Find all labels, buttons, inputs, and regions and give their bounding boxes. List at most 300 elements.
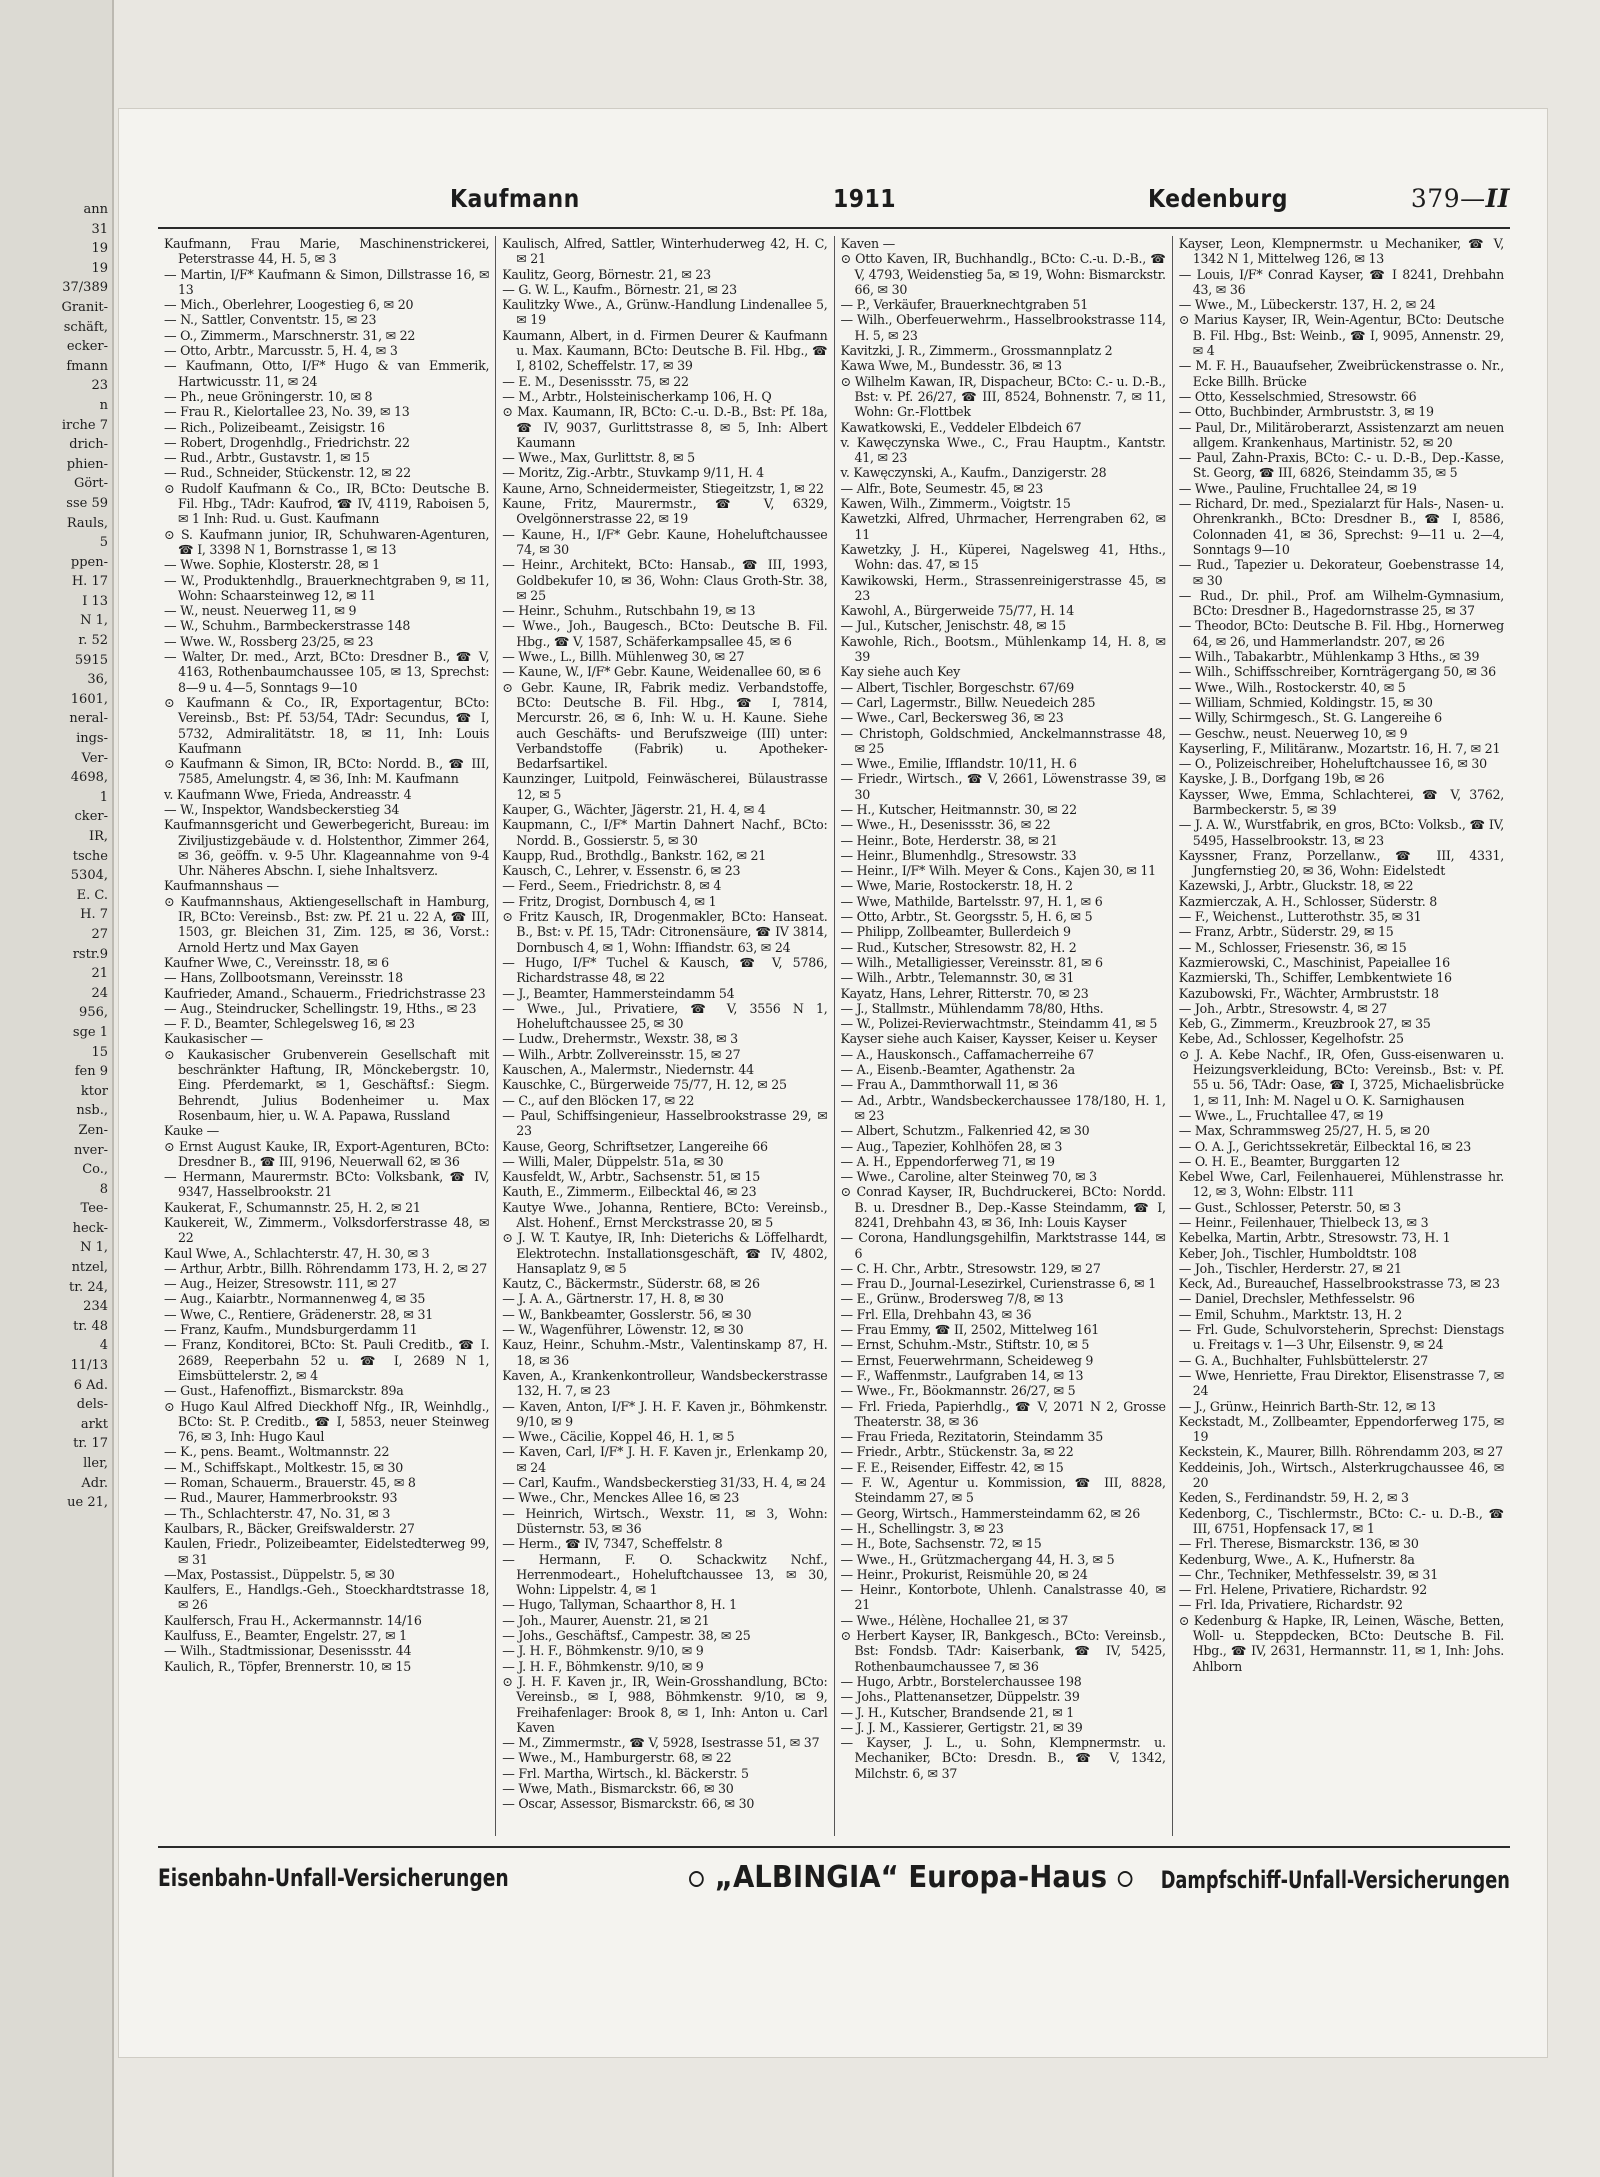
directory-entry: — Paul, Zahn-Praxis, BCto: C.- u. D.-B., Dep.-Kasse, St. Georg, ☎ III, 6826, Steindamm 35, ✉ 5 <box>1178 450 1504 481</box>
directory-entry: — Wwe, Math., Bismarckstr. 66, ✉ 30 <box>502 1780 734 1796</box>
directory-entry: — Aug., Steindrucker, Schellingstr. 19, Hths., ✉ 23 <box>164 1000 477 1016</box>
directory-entry: — H., Schellingstr. 3, ✉ 23 <box>840 1520 1004 1536</box>
directory-entry: — Rud., Kutscher, Stresowstr. 82, H. 2 <box>840 939 1077 955</box>
column-2 <box>496 236 834 1836</box>
directory-entry: Kautz, C., Bäckermstr., Süderstr. 68, ✉ 26 <box>502 1276 760 1292</box>
directory-entry: — Wilh., Arbtr. Zollvereinsstr. 15, ✉ 27 <box>502 1046 741 1062</box>
gutter-fragment: ue 21, <box>67 1495 108 1511</box>
gutter-fragment: H. 17 <box>71 574 108 590</box>
directory-entry: Kayserling, F., Militäranw., Mozartstr. 16, H. 7, ✉ 21 <box>1178 740 1501 756</box>
gutter-fragment: ann <box>83 202 108 217</box>
gutter-fragment: Gört- <box>73 476 108 492</box>
directory-entry: Kawen, Wilh., Zimmerm., Voigtstr. 15 <box>840 496 1071 512</box>
directory-entry: — Wwe., Fr., Böokmannstr. 26/27, ✉ 5 <box>840 1383 1076 1399</box>
gutter-fragment: 23 <box>91 378 108 394</box>
gutter-fragment: ecker- <box>66 339 108 355</box>
directory-entry: — Ph., neue Gröningerstr. 10, ✉ 8 <box>164 388 373 404</box>
directory-entry: — Wwe., M., Lübeckerstr. 137, H. 2, ✉ 24 <box>1178 297 1436 313</box>
directory-entry: — Frl. Gude, Schulvorsteherin, Sprechst: Dienstags u. Freitags v. 1—3 Uhr, Eilsenstr. 9, ✉ 24 <box>1178 1322 1504 1353</box>
directory-entry: —Max, Postassist., Düppelstr. 5, ✉ 30 <box>164 1566 395 1582</box>
directory-entry: — Wwe, Marie, Rostockerstr. 18, H. 2 <box>840 878 1073 894</box>
directory-entry: Kaulich, R., Töpfer, Brennerstr. 10, ✉ 15 <box>164 1658 412 1674</box>
directory-entry: — Wwe., Wilh., Rostockerstr. 40, ✉ 5 <box>1178 679 1406 695</box>
directory-entry: Kaupmann, C., I/F* Martin Dahnert Nachf., BCto: Nordd. B., Gossierstr. 5, ✉ 30 <box>502 817 828 848</box>
directory-entry: — Heinr., Bote, Herderstr. 38, ✉ 21 <box>840 832 1058 848</box>
directory-entry: ⊙ Herbert Kayser, IR, Bankgesch., BCto: Vereinsb., Bst: Fondsb. TAdr: Kaiserbank, ☎ IV, 5425, Rothenbaumchaussee 7, ✉ 36 <box>840 1628 1166 1674</box>
gutter-fragment: tr. 17 <box>73 1436 108 1452</box>
directory-entry: — Wwe, Henriette, Frau Direktor, Elisenstrasse 7, ✉ 24 <box>1178 1367 1504 1399</box>
directory-entry: — Johs., Plattenansetzer, Düppelstr. 39 <box>840 1689 1080 1705</box>
directory-entry: Kebe, Ad., Schlosser, Kegelhofstr. 25 <box>1178 1031 1404 1047</box>
directory-entry: — F. W., Agentur u. Kommission, ☎ III, 8828, Steindamm 27, ✉ 5 <box>840 1475 1166 1506</box>
gutter-fragment: arkt <box>80 1416 108 1432</box>
directory-entry: — Wilh., Oberfeuerwehrm., Hasselbrookstrasse 114, H. 5, ✉ 23 <box>840 312 1166 343</box>
directory-entry: — M., Zimmermstr., ☎ V, 5928, Isestrasse 51, ✉ 37 <box>502 1735 820 1751</box>
directory-entry: — Wwe., Cäcilie, Koppel 46, H. 1, ✉ 5 <box>502 1429 735 1445</box>
directory-entry: Kaufrieder, Amand., Schauerm., Friedrichstrasse 23 <box>164 985 486 1001</box>
directory-entry: — F. E., Reisender, Eiffestr. 42, ✉ 15 <box>840 1459 1064 1475</box>
directory-entry: — Gust., Schlosser, Peterstr. 50, ✉ 3 <box>1178 1199 1401 1215</box>
directory-entry: Keck, Ad., Bureauchef, Hasselbrookstrasse 73, ✉ 23 <box>1178 1276 1500 1292</box>
directory-entry: v. Kaufmann Wwe, Frieda, Andreasstr. 4 <box>164 786 412 802</box>
gutter-fragment: H. 7 <box>80 907 108 923</box>
directory-entry: — Otto, Arbtr., Marcusstr. 5, H. 4, ✉ 3 <box>164 343 398 359</box>
gutter-fragment: 4 <box>99 1338 108 1354</box>
directory-entry: Kaulitz, Georg, Börnestr. 21, ✉ 23 <box>502 266 711 282</box>
gutter-fragment: sse 59 <box>66 495 108 511</box>
directory-entry: — M., Arbtr., Holsteinischerkamp 106, H. Q <box>502 388 772 404</box>
gutter-fragment: 5304, <box>70 868 108 884</box>
directory-entry: — Daniel, Drechsler, Methfesselstr. 96 <box>1178 1291 1415 1307</box>
directory-entry: — Georg, Wirtsch., Hammersteindamm 62, ✉ 26 <box>840 1505 1141 1521</box>
gutter-fragment: schäft, <box>63 319 108 335</box>
page-number-value: 379— <box>1410 184 1486 213</box>
previous-page-edge <box>0 0 114 2177</box>
directory-entry: — Wwe., Carl, Beckersweg 36, ✉ 23 <box>840 710 1064 726</box>
directory-entry: — J. J. M., Kassierer, Gertigstr. 21, ✉ 39 <box>840 1719 1083 1735</box>
directory-entry: — Joh., Tischler, Herderstr. 27, ✉ 21 <box>1178 1260 1402 1276</box>
directory-entry: Kaulisch, Alfred, Sattler, Winterhuderweg 42, H. C, ✉ 21 <box>502 236 828 267</box>
directory-entry: — Chr., Techniker, Methfesselstr. 39, ✉ 31 <box>1178 1566 1438 1582</box>
directory-entry: — Fritz, Drogist, Dornbusch 4, ✉ 1 <box>502 893 717 909</box>
directory-entry: — Heinr., Kontorbote, Uhlenh. Canalstrasse 40, ✉ 21 <box>840 1582 1166 1613</box>
directory-entry: Kaven, A., Krankenkontrolleur, Wandsbeckerstrasse 132, H. 7, ✉ 23 <box>502 1367 828 1399</box>
directory-entry: Kauke — <box>164 1123 219 1139</box>
directory-entry: — Franz, Arbtr., Süderstr. 29, ✉ 15 <box>1178 924 1394 940</box>
gutter-fragment: ppen- <box>70 554 108 570</box>
directory-entry: — Herm., ☎ IV, 7347, Scheffelstr. 8 <box>502 1536 723 1552</box>
directory-entry: Keckstadt, M., Zollbeamter, Eppendorferweg 175, ✉ 19 <box>1178 1413 1504 1445</box>
gutter-fragment: 19 <box>91 260 108 276</box>
directory-entry: — Wwe., Hélène, Hochallee 21, ✉ 37 <box>840 1612 1069 1628</box>
directory-entry: Kazmierczak, A. H., Schlosser, Süderstr. 8 <box>1178 893 1438 909</box>
gutter-fragment: ller, <box>83 1456 108 1471</box>
directory-entry: — Otto, Buchbinder, Armbruststr. 3, ✉ 19 <box>1178 404 1434 420</box>
directory-columns <box>158 236 1510 1836</box>
directory-entry: — Kaven, Anton, I/F* J. H. F. Kaven jr., Böhmkenstr. 9/10, ✉ 9 <box>502 1398 828 1429</box>
directory-entry: Kayske, J. B., Dorfgang 19b, ✉ 26 <box>1178 771 1385 787</box>
directory-entry: — Rud., Arbtr., Gustavstr. 1, ✉ 15 <box>164 450 370 466</box>
directory-entry: — M. F. H., Bauaufseher, Zweibrückenstrasse o. Nr., Ecke Billh. Brücke <box>1178 358 1504 389</box>
gutter-fragment: 4698, <box>70 770 108 786</box>
directory-entry: — J. H. F., Böhmkenstr. 9/10, ✉ 9 <box>502 1658 704 1674</box>
directory-entry: — Christoph, Goldschmied, Anckelmannstrasse 48, ✉ 25 <box>840 725 1166 756</box>
page-number <box>1411 184 1510 213</box>
directory-entry: — Kayser, J. L., u. Sohn, Klempnermstr. u. Mechaniker, BCto: Dresdn. B., ☎ V, 1342, Milchstr. 6, ✉ 37 <box>840 1735 1166 1781</box>
directory-entry: — Robert, Drogenhdlg., Friedrichstr. 22 <box>164 434 410 450</box>
directory-entry: — Oscar, Assessor, Bismarckstr. 66, ✉ 30 <box>502 1796 755 1812</box>
footer-right-text: Dampfschiff-Unfall-Versicherungen <box>1160 1866 1510 1894</box>
directory-entry: Kaune, Arno, Schneidermeister, Stiegeitzstr, 1, ✉ 22 <box>502 480 824 496</box>
directory-entry: Kaune, Fritz, Maurermstr., ☎ V, 6329, Ovelgönnerstrasse 22, ✉ 19 <box>502 496 828 527</box>
gutter-fragment: Tee- <box>80 1201 108 1217</box>
gutter-fragment: E. C. <box>76 887 108 903</box>
directory-entry: Kayser siehe auch Kaiser, Kaysser, Keiser u. Keyser <box>840 1031 1157 1047</box>
directory-entry: — Frau Frieda, Rezitatorin, Steindamm 35 <box>840 1429 1104 1445</box>
directory-entry: Kawatkowski, E., Veddeler Elbdeich 67 <box>840 419 1082 435</box>
directory-entry: — Gust., Hafenoffizt., Bismarckstr. 89a <box>164 1383 404 1399</box>
gutter-fragment: ntzel, <box>71 1260 108 1276</box>
directory-entry: ⊙ J. W. T. Kautye, IR, Inh: Dieterichs & Löffelhardt, Elektrotechn. Installationsgeschäft, ☎ IV, 4802, Hansaplatz 9, ✉ 5 <box>502 1230 828 1276</box>
directory-entry: — Wilh., Arbtr., Telemannstr. 30, ✉ 31 <box>840 970 1075 986</box>
directory-entry: — Hermann, Maurermstr. BCto: Volksbank, ☎ IV, 9347, Hasselbrookstr. 21 <box>164 1169 490 1200</box>
directory-entry: — Heinr., Blumenhdlg., Stresowstr. 33 <box>840 847 1077 863</box>
directory-entry: — Joh., Arbtr., Stresowstr. 4, ✉ 27 <box>1178 1000 1387 1016</box>
directory-entry: — Louis, I/F* Conrad Kayser, ☎ I 8241, Drehbahn 43, ✉ 36 <box>1178 266 1504 297</box>
gutter-fragment: 8 <box>99 1181 108 1197</box>
directory-entry: — W., Polizei-Revierwachtmstr., Steindamm 41, ✉ 5 <box>840 1016 1158 1032</box>
directory-entry: — Heinr., Architekt, BCto: Hansab., ☎ III, 1993, Goldbekufer 10, ✉ 36, Wohn: Claus Groth-Str. 38, ✉ 25 <box>502 557 828 603</box>
directory-entry: — Ferd., Seem., Friedrichstr. 8, ✉ 4 <box>502 878 722 894</box>
gutter-fragment: 19 <box>91 241 108 257</box>
gutter-fragment: 6 Ad. <box>73 1377 108 1393</box>
directory-entry: — J. H., Kutscher, Brandsende 21, ✉ 1 <box>840 1704 1075 1720</box>
directory-entry: Kauschke, C., Bürgerweide 75/77, H. 12, ✉ 25 <box>502 1077 787 1093</box>
directory-entry: — A. H., Eppendorferweg 71, ✉ 19 <box>840 1153 1055 1169</box>
directory-entry: ⊙ J. A. Kebe Nachf., IR, Ofen, Guss-eisenwaren u. Heizungsverkleidung, BCto: Vereinsb., Bst: v. Pf. 55 u. 56, TAdr: Oase, ☎ I, 3725, Michaelisbrücke 1, ✉ 11, Inh: M. Nagel u O. K. Sarnighausen <box>1178 1046 1504 1108</box>
directory-entry: — Wwe., Jul., Privatiere, ☎ V, 3556 N 1, Hoheluftchaussee 25, ✉ 30 <box>502 1000 828 1032</box>
gutter-fragment: n <box>99 397 108 413</box>
directory-entry: — Heinrich, Wirtsch., Wexstr. 11, ✉ 3, Wohn: Düsternstr. 53, ✉ 36 <box>502 1505 828 1536</box>
directory-entry: Kaulitzky Wwe., A., Grünw.-Handlung Lindenallee 5, ✉ 19 <box>502 297 828 328</box>
directory-entry: — W., Schuhm., Barmbeckerstrasse 148 <box>164 618 411 634</box>
directory-entry: ⊙ Max. Kaumann, IR, BCto: C.-u. D.-B., Bst: Pf. 18a, ☎ IV, 9037, Gurlittstrasse 8, ✉ 5, Inh: Albert Kaumann <box>502 404 828 450</box>
directory-entry: Kaysser, Wwe, Emma, Schlachterei, ☎ V, 3762, Barmbeckerstr. 5, ✉ 39 <box>1178 786 1504 817</box>
directory-entry: — G. W. L., Kaufm., Börnestr. 21, ✉ 23 <box>502 281 737 297</box>
directory-entry: — N., Sattler, Conventstr. 15, ✉ 23 <box>164 312 377 328</box>
directory-entry: — Hugo, I/F* Tuchel & Kausch, ☎ V, 5786, Richardstrasse 48, ✉ 22 <box>502 954 828 986</box>
directory-page <box>118 108 1548 2058</box>
directory-entry: Kauz, Heinr., Schuhm.-Mstr., Valentinskamp 87, H. 18, ✉ 36 <box>502 1337 828 1368</box>
directory-entry: — J., Grünw., Heinrich Barth-Str. 12, ✉ 13 <box>1178 1398 1436 1414</box>
directory-entry: Kavitzki, J. R., Zimmerm., Grossmannplatz 2 <box>840 343 1113 359</box>
directory-entry: — Otto, Arbtr., St. Georgsstr. 5, H. 6, ✉ 5 <box>840 909 1093 925</box>
directory-entry: — Albert, Tischler, Borgeschstr. 67/69 <box>840 679 1074 695</box>
directory-entry: — G. A., Buchhalter, Fuhlsbüttelerstr. 27 <box>1178 1352 1429 1368</box>
directory-entry: ⊙ Marius Kayser, IR, Wein-Agentur, BCto: Deutsche B. Fil. Hbg., Bst: Weinb., ☎ I, 9095, Annenstr. 29, ✉ 4 <box>1178 312 1504 359</box>
gutter-fragment: nver- <box>73 1142 108 1158</box>
directory-entry: — William, Schmied, Koldingstr. 15, ✉ 30 <box>1178 694 1433 710</box>
directory-entry: — Frl. Frieda, Papierhdlg., ☎ V, 2071 N 2, Grosse Theaterstr. 38, ✉ 36 <box>840 1398 1166 1429</box>
gutter-fragment: 1 <box>99 789 108 805</box>
gutter-fragment: 5915 <box>74 652 108 668</box>
column-3 <box>835 236 1173 1836</box>
gutter-fragment: Adr. <box>81 1475 108 1491</box>
directory-entry: Kawetzki, Alfred, Uhrmacher, Herrengraben 62, ✉ 11 <box>840 511 1166 542</box>
directory-entry: — Wwe., L., Fruchtallee 47, ✉ 19 <box>1178 1107 1384 1123</box>
directory-entry: — Wwe., Emilie, Ifflandstr. 10/11, H. 6 <box>840 756 1077 772</box>
gutter-fragment: 21 <box>91 966 108 982</box>
gutter-fragment: 234 <box>83 1299 108 1315</box>
directory-entry: ⊙ S. Kaufmann junior, IR, Schuhwaren-Agenturen, ☎ I, 3398 N 1, Bornstrasse 1, ✉ 13 <box>164 526 490 557</box>
header-year: 1911 <box>833 184 897 213</box>
directory-entry: Kause, Georg, Schriftsetzer, Langereihe 66 <box>502 1138 768 1154</box>
directory-entry: — Wwe., L., Billh. Mühlenweg 30, ✉ 27 <box>502 649 745 665</box>
directory-entry: — Hans, Zollbootsmann, Vereinsstr. 18 <box>164 970 403 986</box>
directory-entry: — W., Produktenhdlg., Brauerknechtgraben 9, ✉ 11, Wohn: Schaarsteinweg 12, ✉ 11 <box>164 572 490 603</box>
gutter-fragment: tr. 48 <box>73 1318 108 1334</box>
gutter-fragment: cker- <box>74 809 108 825</box>
directory-entry: Kauth, E., Zimmerm., Eilbecktal 46, ✉ 23 <box>502 1184 757 1200</box>
directory-entry: Kaven — <box>840 236 895 251</box>
directory-entry: Kawetzky, J. H., Küperei, Nagelsweg 41, Hths., Wohn: das. 47, ✉ 15 <box>840 541 1166 573</box>
directory-entry: Kaufmann, Frau Marie, Maschinenstrickerei, Peterstrasse 44, H. 5, ✉ 3 <box>164 236 490 267</box>
directory-entry: — W., Wagenführer, Löwenstr. 12, ✉ 30 <box>502 1322 744 1338</box>
directory-entry: — Emil, Schuhm., Marktstr. 13, H. 2 <box>1178 1306 1403 1322</box>
directory-entry: — Wilh., Tabakarbtr., Mühlenkamp 3 Hths., ✉ 39 <box>1178 649 1480 665</box>
gutter-fragment: 15 <box>91 1044 108 1060</box>
directory-entry: — Kaune, W., I/F* Gebr. Kaune, Weidenallee 60, ✉ 6 <box>502 664 821 680</box>
directory-entry: ⊙ Kaufmann & Co., IR, Exportagentur, BCto: Vereinsb., Bst: Pf. 53/54, TAdr: Secundus, ☎ I, 5732, Admiralitätstr. 18, ✉ 11, Inh: Louis Kaufmann <box>164 694 490 756</box>
directory-entry: Kaukereit, W., Zimmerm., Volksdorferstrasse 48, ✉ 22 <box>164 1215 490 1246</box>
gutter-fragment: tsche <box>72 848 108 864</box>
directory-entry: — Paul, Schiffsingenieur, Hasselbrookstrasse 29, ✉ 23 <box>502 1107 828 1139</box>
gutter-fragment: rstr.9 <box>72 946 108 962</box>
gutter-fragment: 24 <box>91 985 108 1001</box>
directory-entry: — Th., Schlachterstr. 47, No. 31, ✉ 3 <box>164 1505 391 1521</box>
directory-entry: — F. D., Beamter, Schlegelsweg 16, ✉ 23 <box>164 1016 415 1032</box>
directory-entry: — Ernst, Feuerwehrmann, Scheideweg 9 <box>840 1352 1094 1368</box>
gutter-fragment: 27 <box>91 926 108 942</box>
directory-entry: — Frl. Martha, Wirtsch., kl. Bäckerstr. 5 <box>502 1765 749 1781</box>
column-1 <box>158 236 496 1836</box>
directory-entry: Kebel Wwe, Carl, Feilenhauerei, Mühlenstrasse hr. 12, ✉ 3, Wohn: Elbstr. 111 <box>1178 1169 1504 1200</box>
directory-entry: Kaukasischer — <box>164 1031 263 1047</box>
directory-entry: — Franz, Kaufm., Mundsburgerdamm 11 <box>164 1322 418 1338</box>
directory-entry: ⊙ Conrad Kayser, IR, Buchdruckerei, BCto: Nordd. B. u. Dresdner B., Dep.-Kasse Steindamm, ☎ I, 8241, Drehbahn 43, ✉ 36, Inh: Louis Kayser <box>840 1184 1166 1230</box>
directory-entry: Kaul Wwe, A., Schlachterstr. 47, H. 30, ✉ 3 <box>164 1245 430 1261</box>
directory-entry: Kaufmannshaus — <box>164 878 279 894</box>
gutter-fragments <box>62 200 109 1513</box>
directory-entry: — Johs., Geschäftsf., Campestr. 38, ✉ 25 <box>502 1628 751 1644</box>
directory-entry: Keden, S., Ferdinandstr. 59, H. 2, ✉ 3 <box>1178 1490 1409 1506</box>
directory-entry: — J., Stallmstr., Mühlendamm 78/80, Hths. <box>840 1000 1104 1016</box>
directory-entry: — Frau R., Kielortallee 23, No. 39, ✉ 13 <box>164 404 410 420</box>
directory-entry: Keber, Joh., Tischler, Humboldtstr. 108 <box>1178 1245 1417 1261</box>
directory-entry: — Jul., Kutscher, Jenischstr. 48, ✉ 15 <box>840 618 1066 634</box>
directory-entry: — Carl, Kaufm., Wandsbeckerstieg 31/33, H. 4, ✉ 24 <box>502 1475 826 1491</box>
directory-entry: — O., Polizeischreiber, Hoheluftchaussee 16, ✉ 30 <box>1178 756 1487 772</box>
directory-entry: — A., Hauskonsch., Caffamacherreihe 67 <box>840 1046 1094 1062</box>
directory-entry: — Heinr., Schuhm., Rutschbahn 19, ✉ 13 <box>502 603 756 619</box>
footer-center <box>678 1860 1144 1895</box>
gutter-fragment: IR, <box>88 829 108 844</box>
directory-entry: Kaunzinger, Luitpold, Feinwäscherei, Bülaustrasse 12, ✉ 5 <box>502 771 828 802</box>
directory-entry: — J. A. A., Gärtnerstr. 17, H. 8, ✉ 30 <box>502 1291 724 1307</box>
directory-entry: — Wilh., Schiffsschreiber, Kornträgergang 50, ✉ 36 <box>1178 664 1496 680</box>
directory-entry: — Martin, I/F* Kaufmann & Simon, Dillstrasse 16, ✉ 13 <box>164 266 490 297</box>
directory-entry: — H., Kutscher, Heitmannstr. 30, ✉ 22 <box>840 801 1077 817</box>
gutter-fragment: Granit- <box>61 299 108 315</box>
circle-ornament-icon <box>689 1871 704 1887</box>
directory-entry: — Wwe., Chr., Menckes Allee 16, ✉ 23 <box>502 1490 740 1506</box>
gutter-fragment: 37/389 <box>62 280 108 296</box>
directory-entry: Kaulbars, R., Bäcker, Greifswalderstr. 27 <box>164 1520 415 1536</box>
directory-entry: Kawikowski, Herm., Strassenreinigerstrasse 45, ✉ 23 <box>840 572 1166 603</box>
directory-entry: ⊙ J. H. F. Kaven jr., IR, Wein-Grosshandlung, BCto: Vereinsb., ✉ I, 988, Böhmkenstr. 9/10, ✉ 9, Freihafenlager: Brook 8, ✉ 1, Inh: Anton u. Carl Kaven <box>502 1673 828 1735</box>
gutter-fragment: N 1, <box>80 613 108 629</box>
directory-entry: — W., Inspektor, Wandsbeckerstieg 34 <box>164 801 400 817</box>
directory-entry: Kawohle, Rich., Bootsm., Mühlenkamp 14, H. 8, ✉ 39 <box>840 633 1166 665</box>
directory-entry: Kaulen, Friedr., Polizeibeamter, Eidelstedterweg 99, ✉ 31 <box>164 1536 490 1567</box>
directory-entry: — Willy, Schirmgesch., St. G. Langereihe 6 <box>1178 710 1442 726</box>
directory-entry: — Wwe., Caroline, alter Steinweg 70, ✉ 3 <box>840 1169 1097 1185</box>
directory-entry: ⊙ Fritz Kausch, IR, Drogenmakler, BCto: Hanseat. B., Bst: v. Pf. 15, TAdr: Citronensäure, ☎ IV 3814, Dornbusch 4, ✉ 1, Wohn: Iffiandstr. 63, ✉ 24 <box>502 909 828 955</box>
directory-entry: — Philipp, Zollbeamter, Bullerdeich 9 <box>840 924 1071 940</box>
directory-entry: — Wilh., Metalligiesser, Vereinsstr. 81, ✉ 6 <box>840 954 1103 970</box>
gutter-fragment: fen 9 <box>74 1064 108 1080</box>
directory-entry: Kausfeldt, W., Arbtr., Sachsenstr. 51, ✉ 15 <box>502 1169 761 1185</box>
directory-entry: — J., Beamter, Hammersteindamm 54 <box>502 985 735 1001</box>
directory-entry: Kawa Wwe, M., Bundesstr. 36, ✉ 13 <box>840 358 1062 374</box>
directory-entry: — M., Schlosser, Friesenstr. 36, ✉ 15 <box>1178 939 1407 955</box>
directory-entry: Kazmierowski, C., Maschinist, Papeiallee 16 <box>1178 954 1450 970</box>
gutter-fragment: dels- <box>76 1397 108 1413</box>
directory-entry: — Willi, Maler, Düppelstr. 51a, ✉ 30 <box>502 1153 724 1169</box>
directory-entry: ⊙ Otto Kaven, IR, Buchhandlg., BCto: C.-u. D.-B., ☎ V, 4793, Weidenstieg 5a, ✉ 19, Wohn: Bismarckstr. 66, ✉ 30 <box>840 251 1166 297</box>
directory-entry: — Max, Schrammsweg 25/27, H. 5, ✉ 20 <box>1178 1123 1430 1139</box>
directory-entry: — W., Bankbeamter, Gosslerstr. 56, ✉ 30 <box>502 1306 752 1322</box>
footer-left-text: Eisenbahn-Unfall-Versicherungen <box>158 1864 509 1892</box>
gutter-fragment: 1601, <box>70 691 108 707</box>
directory-entry: — J. H. F., Böhmkenstr. 9/10, ✉ 9 <box>502 1643 704 1659</box>
directory-entry: — Ernst, Schuhm.-Mstr., Stiftstr. 10, ✉ 5 <box>840 1337 1090 1353</box>
directory-entry: Kazubowski, Fr., Wächter, Armbruststr. 18 <box>1178 985 1439 1001</box>
gutter-fragment: Rauls, <box>66 515 108 531</box>
gutter-fragment: 31 <box>91 221 108 237</box>
directory-entry: — Wwe. W., Rossberg 23/25, ✉ 23 <box>164 633 374 649</box>
gutter-fragment: N 1, <box>80 1240 108 1256</box>
directory-entry: — C., auf den Blöcken 17, ✉ 22 <box>502 1092 695 1108</box>
gutter-fragment: heck- <box>72 1220 108 1236</box>
directory-entry: — Aug., Kaiarbtr., Normannenweg 4, ✉ 35 <box>164 1291 426 1307</box>
directory-entry: — Frau A., Dammthorwall 11, ✉ 36 <box>840 1077 1058 1093</box>
directory-entry: Kaumann, Albert, in d. Firmen Deurer & Kaufmann u. Max. Kaumann, BCto: Deutsche B. Fil. Hbg., ☎ I, 8102, Scheffelstr. 17, ✉ 39 <box>502 327 828 374</box>
directory-entry: — Ludw., Drehermstr., Wexstr. 38, ✉ 3 <box>502 1031 738 1047</box>
directory-entry: — Frl. Ida, Privatiere, Richardstr. 92 <box>1178 1597 1403 1613</box>
directory-entry: — Wwe, C., Rentiere, Grädenerstr. 28, ✉ 31 <box>164 1306 434 1322</box>
directory-entry: ⊙ Hugo Kaul Alfred Dieckhoff Nfg., IR, Weinhdlg., BCto: St. P. Creditb., ☎ I, 5853, neuer Steinweg 76, ✉ 3, Inh: Hugo Kaul <box>164 1398 490 1445</box>
directory-entry: — Frl. Helene, Privatiere, Richardstr. 92 <box>1178 1582 1427 1598</box>
directory-entry: — M., Schiffskapt., Moltkestr. 15, ✉ 30 <box>164 1459 404 1475</box>
directory-entry: — Heinr., I/F* Wilh. Meyer & Cons., Kajen 30, ✉ 11 <box>840 863 1156 879</box>
directory-entry: — Rud., Dr. phil., Prof. am Wilhelm-Gymnasium, BCto: Dresdner B., Hagedornstrasse 25, ✉ 37 <box>1178 587 1504 619</box>
gutter-fragment: nsb., <box>76 1103 108 1119</box>
header-rule <box>158 227 1510 229</box>
directory-entry: — Arthur, Arbtr., Billh. Röhrendamm 173, H. 2, ✉ 27 <box>164 1260 488 1276</box>
directory-entry: Kausch, C., Lehrer, v. Essenstr. 6, ✉ 23 <box>502 863 741 879</box>
directory-entry: Kaulfersch, Frau H., Ackermannstr. 14/16 <box>164 1612 422 1628</box>
directory-entry: ⊙ Kedenburg & Hapke, IR, Leinen, Wäsche, Betten, Woll- u. Steppdecken, BCto: Deutsche B. Fil. Hbg., ☎ IV, 2631, Hermannstr. 11, ✉ 1, Inh: Johs. Ahlborn <box>1178 1612 1504 1674</box>
directory-entry: — F., Weichenst., Lutterothstr. 35, ✉ 31 <box>1178 909 1422 925</box>
directory-entry: — Frau D., Journal-Lesezirkel, Curienstrasse 6, ✉ 1 <box>840 1276 1156 1292</box>
directory-entry: — P., Verkäufer, Brauerknechtgraben 51 <box>840 297 1088 313</box>
gutter-fragment: 956, <box>79 1005 108 1021</box>
gutter-fragment: 36, <box>87 672 108 688</box>
directory-entry: v. Kawęczynski, A., Kaufm., Danzigerstr. 28 <box>840 465 1107 481</box>
directory-entry: — Wwe., Max, Gurlittstr. 8, ✉ 5 <box>502 450 695 466</box>
directory-entry: — Corona, Handlungsgehilfin, Marktstrasse 144, ✉ 6 <box>840 1230 1166 1261</box>
footer-rule <box>158 1846 1510 1848</box>
advertisement-footer <box>158 1860 1510 1908</box>
page-header <box>158 184 1510 224</box>
directory-entry: — Kaune, H., I/F* Gebr. Kaune, Hoheluftchaussee 74, ✉ 30 <box>502 526 828 557</box>
directory-entry: — Friedr., Wirtsch., ☎ V, 2661, Löwenstrasse 39, ✉ 30 <box>840 771 1166 802</box>
gutter-fragment: I 13 <box>82 593 108 609</box>
directory-entry: Kauper, G., Wächter, Jägerstr. 21, H. 4, ✉ 4 <box>502 801 766 817</box>
directory-entry: — Otto, Kesselschmied, Stresowstr. 66 <box>1178 388 1417 404</box>
header-first-entry: Kaufmann <box>450 184 580 213</box>
gutter-fragment: r. 52 <box>78 633 108 649</box>
directory-entry: — Aug., Tapezier, Kohlhöfen 28, ✉ 3 <box>840 1138 1063 1154</box>
directory-entry: Kayssner, Franz, Porzellanw., ☎ III, 4331, Jungfernstieg 20, ✉ 36, Wohn: Eidelstedt <box>1178 847 1504 879</box>
directory-entry: — Frau Emmy, ☎ II, 2502, Mittelweg 161 <box>840 1322 1100 1338</box>
directory-entry: — Wwe., H., Grützmachergang 44, H. 3, ✉ 5 <box>840 1551 1115 1567</box>
directory-entry: — Wwe., H., Desenissstr. 36, ✉ 22 <box>840 817 1051 833</box>
gutter-fragment: irche 7 <box>61 417 108 433</box>
directory-entry: — Mich., Oberlehrer, Loogestieg 6, ✉ 20 <box>164 297 414 313</box>
page-number-section: II <box>1485 184 1510 213</box>
gutter-fragment: 11/13 <box>70 1358 108 1374</box>
directory-entry: — Franz, Konditorei, BCto: St. Pauli Creditb., ☎ I. 2689, Reeperbahn 52 u. ☎ I, 2689 N 1, Eimsbüttelerstr. 2, ✉ 4 <box>164 1337 490 1383</box>
directory-entry: — Alfr., Bote, Seumestr. 45, ✉ 23 <box>840 480 1043 496</box>
directory-entry: — Wwe. Sophie, Klosterstr. 28, ✉ 1 <box>164 557 380 573</box>
directory-entry: — J. A. W., Wurstfabrik, en gros, BCto: Volksb., ☎ IV, 5495, Hasselbrookstr. 13, ✉ 23 <box>1178 817 1504 848</box>
directory-entry: — F., Waffenmstr., Laufgraben 14, ✉ 13 <box>840 1367 1084 1383</box>
directory-entry: Kaukerat, F., Schumannstr. 25, H. 2, ✉ 21 <box>164 1199 421 1215</box>
directory-entry: ⊙ Kaufmann & Simon, IR, BCto: Nordd. B., ☎ III, 7585, Amelungstr. 4, ✉ 36, Inh: M. Kaufmann <box>164 756 490 787</box>
directory-entry: ⊙ Rudolf Kaufmann & Co., IR, BCto: Deutsche B. Fil. Hbg., TAdr: Kaufrod, ☎ IV, 4119, Raboisen 5, ✉ 1 Inh: Rud. u. Gust. Kaufmann <box>164 480 490 527</box>
directory-entry: — Rud., Schneider, Stückenstr. 12, ✉ 22 <box>164 465 411 481</box>
directory-entry: — Paul, Dr., Militäroberarzt, Assistenzarzt am neuen allgem. Krankenhaus, Martinistr. 52, ✉ 20 <box>1178 419 1504 450</box>
directory-entry: — Hugo, Arbtr., Borstelerchaussee 198 <box>840 1673 1082 1689</box>
directory-entry: Kaulfers, E., Handlgs.-Geh., Stoeckhardtstrasse 18, ✉ 26 <box>164 1582 490 1613</box>
directory-entry: — Roman, Schauerm., Brauerstr. 45, ✉ 8 <box>164 1475 416 1491</box>
directory-entry: — Hugo, Tallyman, Schaarthor 8, H. 1 <box>502 1597 737 1613</box>
header-last-entry: Kedenburg <box>1148 184 1288 213</box>
directory-entry: — Carl, Lagermstr., Billw. Neuedeich 285 <box>840 694 1096 710</box>
directory-entry: Kauschen, A., Malermstr., Niedernstr. 44 <box>502 1062 754 1078</box>
gutter-fragment: Co., <box>82 1162 108 1178</box>
directory-entry: Kay siehe auch Key <box>840 664 960 680</box>
directory-entry: — Wwe, Mathilde, Bartelsstr. 97, H. 1, ✉ 6 <box>840 893 1103 909</box>
directory-entry: Kayser, Leon, Klempnermstr. u Mechaniker, ☎ V, 1342 N 1, Mittelweg 126, ✉ 13 <box>1178 236 1504 267</box>
directory-entry: — Wwe., M., Hamburgerstr. 68, ✉ 22 <box>502 1750 732 1766</box>
directory-entry: — Albert, Schutzm., Falkenried 42, ✉ 30 <box>840 1123 1090 1139</box>
directory-entry: — Kaufmann, Otto, I/F* Hugo & van Emmerik, Hartwicusstr. 11, ✉ 24 <box>164 358 490 389</box>
directory-entry: Kaufner Wwe, C., Vereinsstr. 18, ✉ 6 <box>164 954 389 970</box>
directory-entry: — Geschw., neust. Neuerweg 10, ✉ 9 <box>1178 725 1408 741</box>
